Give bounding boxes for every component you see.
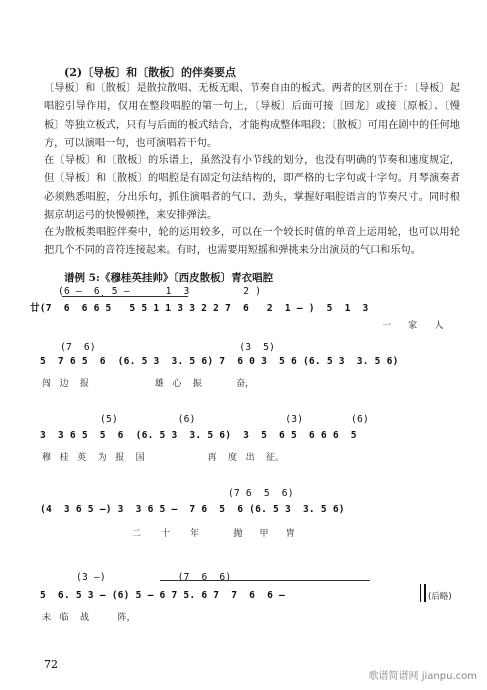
paragraph-1: 〔导板〕和〔散板〕是散拉散唱、无板无眼、节奏自由的板式。两者的区别在于：〔导板〕起唱腔引导作用，仅用在整段唱腔的第一句上，〔导板〕后面可接〔回龙〕或接〔原板〕、〔慢板〕等独立板式，只有与后面的板式结合，才能构成整体唱段；〔散板〕可用在剧中的任何地方，可以演唱一句，也可演唱若干句。	[44, 83, 460, 150]
score-line1-lyric: 一 家 人	[382, 321, 444, 331]
score-line3-lyric: 穆 桂 英 为 报 国 再 度 出 征。	[42, 453, 285, 463]
paragraph-3: 在为散板类唱腔伴奏中，轮的运用较多，可以在一个较长时值的单音上运用轮，也可以用轮把几个不同的音符连接起来。有时，也需要用短摇和弹挑来分出演员的气口和乐句。	[44, 227, 460, 257]
score-line3-upper: (5) (6) (3) (6)	[100, 414, 369, 425]
score-line4-main: (4 3 6 5 —) 3 3 6 5 — 7 6 5 6 (6. 5 3 3. 5 6)	[40, 504, 345, 515]
score-line4-lyric: 二 十 年 抛 甲 胄	[132, 529, 295, 539]
paragraph-2: 在〔导板〕和〔散板〕的乐谱上，虽然没有小节线的划分，也没有明确的节奏和速度规定，但〔导板〕和〔散板〕的唱腔是有固定句法结构的，即严格的七字句或十字句。月琴演奏者必须熟悉唱腔，分出乐句，抓住演唱者的气口、劲头，掌握好唱腔语言的节奏尺寸。同时根据京胡运弓的快慢顿挫，来安排弹法。	[44, 155, 460, 222]
score-line5-lyric: 未 临 战 阵，	[42, 613, 136, 623]
slur-line-final	[160, 580, 370, 581]
score-line1-upper: (6 — 6̣ 5 — 1 3 2 )	[58, 286, 262, 297]
final-double-barline	[420, 584, 426, 602]
slur-line	[62, 296, 188, 297]
score-line2-upper: (7 6) (3 5)	[60, 342, 276, 353]
score-line2-main: 5 7 6 5 6 (6. 5 3 3. 5 6) 7 6 0 3 5 6 (6. 5 3 3. 5 6)	[40, 356, 399, 367]
score-line4-upper: (7 6 5 6)	[228, 488, 294, 499]
score-line5-upper: (3 —) (7 6 6)	[76, 572, 232, 583]
score-line2-lyric: 闯 边 报 雄 心 振 奋，	[42, 379, 255, 389]
page-number: 72	[44, 658, 58, 671]
ending-note: (后略)	[428, 592, 452, 602]
example-title: 谱例 5:《穆桂英挂帅》〔西皮散板〕青衣唱腔	[64, 272, 274, 284]
score-line1-main: 廿(7 6 6 6 5 5 5 1 1 3 3 2 2 7 6 2 1 — ) 5 1 3	[30, 303, 369, 314]
watermark: 歌谱简谱网 jianpu.com	[368, 671, 477, 682]
score-line3-main: 3 3 6 5 5 6 (6. 5 3 3. 5 6) 3 5 6 5 6 6 6 5	[40, 430, 357, 441]
section-heading: (2)〔导板〕和〔散板〕的伴奏要点	[64, 66, 237, 79]
score-line5-main: 5 6. 5 3 — (6) 5 — 6 7 5. 6 7 7 6 6 —	[40, 590, 286, 601]
